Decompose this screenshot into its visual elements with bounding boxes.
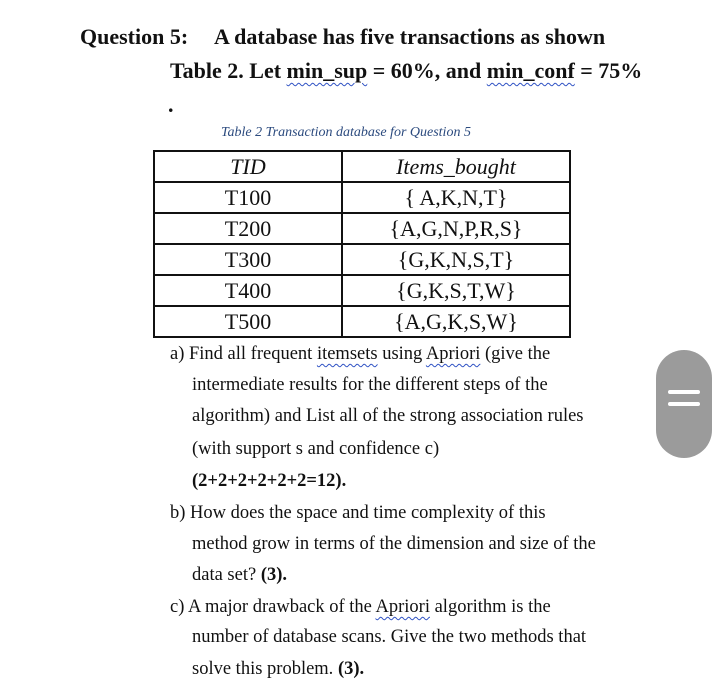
subquestion-a-line-3: algorithm) and List all of the strong association rules [192,406,584,426]
subquestion-b-line-1: b) How does the space and time complexity of this [170,503,546,523]
apriori-term: Apriori [425,344,481,364]
question-text: = 75% [574,58,643,83]
table-row [154,213,570,244]
question-text: Table 2. Let [170,58,287,83]
question-line-2 [170,58,642,84]
question-line-1: A database has five transactions as shown [214,24,606,49]
items-cell: {G,K,N,S,T} [342,244,570,275]
apriori-term: Apriori [375,597,430,617]
subquestion-a-marks [192,471,346,492]
min-sup-term: min_sup [286,58,368,83]
subquestion-c-line-1 [170,597,551,618]
marks: (3). [260,565,288,585]
handle-bar [668,390,700,394]
items-cell: {A,G,K,S,W} [342,306,570,337]
text: data set? [192,565,261,585]
items-cell: {G,K,S,T,W} [342,275,570,306]
question-heading [80,24,605,50]
min-conf-term: min_conf [486,58,575,83]
text: using [377,344,426,364]
table-row [154,182,570,213]
subquestion-c-line-3 [192,659,364,680]
trailing-dot: . [168,92,174,117]
column-header-items: Items_bought [342,151,570,182]
subquestion-c-line-2: number of database scans. Give the two methods that [192,627,587,647]
text: solve this problem. [192,659,338,679]
table-row [154,306,570,337]
tid-cell: T400 [154,275,342,306]
handle-bar [668,402,700,406]
question-text: = 60%, and [367,58,487,83]
text: c) A major drawback of the [170,597,376,617]
subquestion-b-line-2: method grow in terms of the dimension and size of the [192,534,596,554]
question-number: Question 5: [80,24,189,49]
subquestion-a-line-1 [170,344,550,365]
items-cell: { A,K,N,T} [342,182,570,213]
tid-cell: T500 [154,306,342,337]
pause-drag-handle-icon[interactable] [656,350,712,458]
table-row [154,275,570,306]
tid-cell: T300 [154,244,342,275]
tid-cell: T100 [154,182,342,213]
items-cell: {A,G,N,P,R,S} [342,213,570,244]
table-caption: Table 2 Transaction database for Question 5 [221,125,471,140]
marks: (2+2+2+2+2+2=12). [192,471,347,491]
transaction-table [153,150,571,338]
column-header-tid: TID [154,151,342,182]
marks: (3). [337,659,365,679]
table-header-row [154,151,570,182]
text: a) Find all frequent [170,344,317,364]
subquestion-a-line-2: intermediate results for the different steps of the [192,375,548,395]
table-row [154,244,570,275]
subquestion-b-line-3 [192,565,287,586]
subquestion-a-line-4: (with support s and confidence c) [192,439,440,459]
tid-cell: T200 [154,213,342,244]
text: algorithm is the [429,597,551,617]
text: (give the [480,344,551,364]
itemsets-term: itemsets [316,344,378,364]
